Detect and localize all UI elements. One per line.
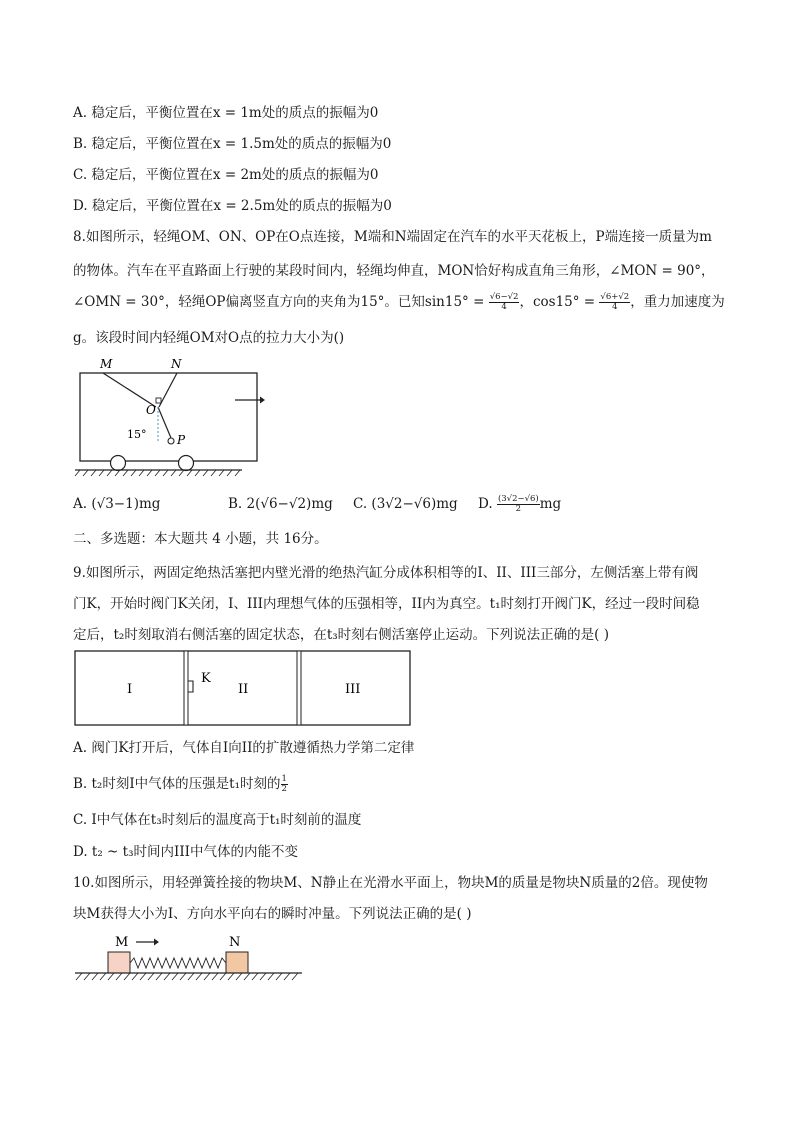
q9-cylinder-figure xyxy=(70,647,416,732)
left-piston xyxy=(184,651,188,725)
q9-option-b-denominator: 2 xyxy=(281,784,287,794)
q9-stem-line1: 9.如图所示，两固定绝热活塞把内壁光滑的绝热汽缸分成体积相等的I、II、III三部分，左侧活塞上带有阀 xyxy=(73,565,699,581)
chamber-ii-label: II xyxy=(238,682,249,697)
q10-stem-line2: 块M获得大小为I、方向水平向右的瞬时冲量。下列说法正确的是( ) xyxy=(73,906,472,922)
q8-option-b: B. 2(√6−√2)mg xyxy=(228,496,333,512)
q8-option-d-fraction xyxy=(497,495,540,514)
q8-option-d-numerator: (3√2−√6) xyxy=(497,494,539,504)
block-m-label: M xyxy=(115,935,129,950)
mass-p xyxy=(168,438,174,444)
block-n-label: N xyxy=(229,935,241,950)
spring xyxy=(130,958,226,968)
chamber-i-label: I xyxy=(127,682,133,697)
q9-option-b-text: B. t₂时刻I中气体的压强是t₁时刻的 xyxy=(73,776,281,792)
q8-option-d-suffix: mg xyxy=(539,496,562,512)
wheel-right xyxy=(179,456,194,471)
q8-option-c: C. (3√2−√6)mg xyxy=(353,496,458,512)
wheel-left xyxy=(111,456,126,471)
q8-option-d-denominator: 2 xyxy=(515,504,522,514)
q8-stem-line1: 8.如图所示，轻绳OM、ON、OP在O点连接，M端和N端固定在汽车的水平天花板上，P端连接一质量为m xyxy=(73,229,712,245)
q8-line3-part-b: ，cos15° = xyxy=(519,294,596,310)
q7-option-a: A. 稳定后，平衡位置在x = 1m处的质点的振幅为0 xyxy=(73,105,379,121)
q10-stem-line1: 10.如图所示，用轻弹簧拴接的物块M、N静止在光滑水平面上，物块M的质量是物块N质量的2倍。现使物 xyxy=(73,875,708,891)
rope-op xyxy=(158,407,171,438)
car-body xyxy=(80,373,257,461)
q8-option-a: A. (√3−1)mg xyxy=(73,496,161,512)
q9-option-b-fraction xyxy=(281,775,288,794)
rope-on xyxy=(159,373,177,407)
label-p: P xyxy=(177,433,186,447)
q7-option-c: C. 稳定后，平衡位置在x = 2m处的质点的振幅为0 xyxy=(73,167,379,183)
label-n: N xyxy=(171,357,182,371)
impulse-arrow-icon xyxy=(154,939,159,946)
q10-spring-figure xyxy=(70,930,310,985)
cos15-denominator: 4 xyxy=(612,302,618,312)
valve-k-label: K xyxy=(201,671,211,686)
q9-stem-line3: 定后，t₂时刻取消右侧活塞的固定状态，在t₃时刻右侧活塞停止运动。下列说法正确的是( ) xyxy=(73,627,609,643)
label-o: O xyxy=(146,403,156,417)
q8-stem-line2: 的物体。汽车在平直路面上行驶的某段时间内，轻绳均伸直，MON恰好构成直角三角形，∠MON = 90°， xyxy=(73,263,715,279)
q8-option-d-prefix: D. xyxy=(478,496,493,512)
motion-arrow-icon xyxy=(234,394,266,406)
q8-line3-part-c: ，重力加速度为 xyxy=(630,294,725,310)
q8-line3-part-a: ∠OMN = 30°，轻绳OP偏离竖直方向的夹角为15°。已知sin15° = xyxy=(73,294,485,310)
sin15-numerator: √6−√2 xyxy=(489,292,519,302)
block-m xyxy=(108,952,130,973)
q8-car-figure xyxy=(70,352,270,477)
rope-om xyxy=(103,373,156,407)
q8-stem-line3 xyxy=(73,293,725,312)
q9-option-a: A. 阀门K打开后，气体自I向II的扩散遵循热力学第二定律 xyxy=(73,740,415,756)
q7-option-b: B. 稳定后，平衡位置在x = 1.5m处的质点的振幅为0 xyxy=(73,136,392,152)
q9-option-b xyxy=(73,775,288,794)
q8-stem-line4: g。该段时间内轻绳OM对O点的拉力大小为() xyxy=(73,330,345,346)
q8-option-d xyxy=(478,495,561,514)
cos15-fraction xyxy=(599,293,630,312)
sin15-denominator: 4 xyxy=(501,302,507,312)
q9-option-d: D. t₂ ~ t₃时间内III中气体的内能不变 xyxy=(73,844,298,860)
right-piston xyxy=(297,651,301,725)
floor-hatch xyxy=(76,973,298,980)
label-m: M xyxy=(100,357,113,371)
section-heading: 二、多选题：本大题共 4 小题，共 16分。 xyxy=(73,531,328,547)
q7-option-d: D. 稳定后，平衡位置在x = 2.5m处的质点的振幅为0 xyxy=(73,198,392,214)
q9-option-c: C. I中气体在t₃时刻后的温度高于t₁时刻前的温度 xyxy=(73,812,362,828)
angle-label: 15° xyxy=(127,428,147,441)
ground-hatch xyxy=(75,470,240,476)
sin15-fraction xyxy=(489,293,520,312)
valve-k-icon xyxy=(188,681,193,692)
right-angle-mark xyxy=(156,398,161,403)
block-n xyxy=(226,952,248,973)
cos15-numerator: √6+√2 xyxy=(600,292,630,302)
q8-options-row xyxy=(73,495,561,514)
chamber-iii-label: III xyxy=(345,682,361,697)
q9-option-b-numerator: 1 xyxy=(281,774,287,784)
q9-stem-line2: 门K，开始时阀门K关闭，I、III内理想气体的压强相等，II内为真空。t₁时刻打开阀门K，经过一段时间稳 xyxy=(73,596,700,612)
